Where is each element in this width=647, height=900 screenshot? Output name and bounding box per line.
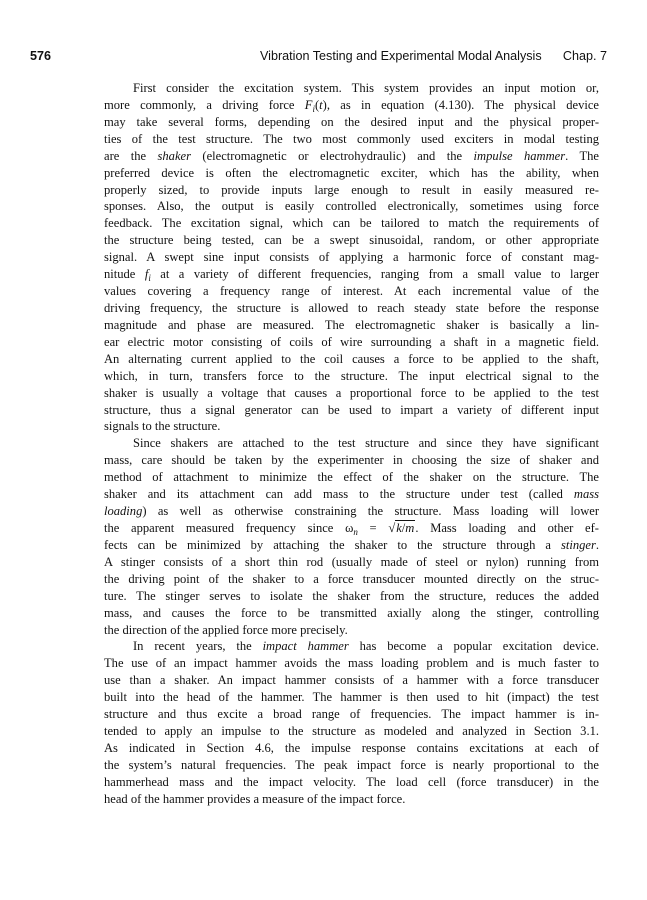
text-line: As indicated in Section 4.6, the impulse response contains excitations at each of <box>104 740 599 755</box>
text-line: shaker and its attachment can add mass to the structure under test (called mass <box>104 487 599 502</box>
text-line: First consider the excitation system. This system provides an input motion or, <box>133 81 599 95</box>
text-line: An alternating current applied to the coil causes a force to be applied to the shaft, <box>104 351 599 366</box>
text-line: the driving point of the shaker to a force transducer mounted directly on the struc- <box>104 571 599 586</box>
text-line: loading) as well as otherwise constraining the structure. Mass loading will lower <box>104 504 599 519</box>
text-line: The use of an impact hammer avoids the mass loading problem and is much faster to <box>104 656 599 671</box>
text-line: use than a shaker. An impact hammer consists of a hammer with a force transducer <box>104 673 599 688</box>
text-line: signal. A swept sine input consists of applying a harmonic force of constant mag- <box>104 250 599 265</box>
text-line: which, in turn, transfers force to the structure. The input electrical signal to the <box>104 368 599 383</box>
text-line: the apparent measured frequency since $\omega_n = √k/m$. Mass loading and other ef- <box>104 520 599 537</box>
page-number: 576 <box>30 49 52 63</box>
text-line: preferred device is often the electromagnetic exciter, which has the ability, when <box>104 165 599 180</box>
text-line: Since shakers are attached to the test structure and since they have significant <box>133 436 599 451</box>
text-line: feedback. The excitation signal, which can be tailored to match the requirements of <box>104 216 599 231</box>
text-line: built into the head of the hammer. The hammer is then used to hit (impact) the test <box>104 690 599 705</box>
text-line: more commonly, a driving force $F_i(t)$, as in equation (4.130). The physical device <box>104 97 599 114</box>
text-line: the structure being tested, can be a swept sinusoidal, random, or other appropriate <box>104 233 599 248</box>
text-line: ear electric motor consisting of coils of wire surrounding a shaft in a magnetic field. <box>104 334 599 349</box>
text-line: magnitude and phase are measured. The electromagnetic shaker is basically a lin- <box>104 317 599 332</box>
text-line: fects can be minimized by attaching the shaker to the structure through a stinger. <box>104 537 599 552</box>
text-line: tended to apply an impulse to the structure as modeled and analyzed in Section 3.1. <box>104 724 599 739</box>
text-line: In recent years, the impact hammer has become a popular excitation device. <box>133 639 599 654</box>
running-title: Vibration Testing and Experimental Modal Analysis <box>260 49 542 63</box>
text-line: structure and thus excite a broad range of frequencies. The impact hammer is in- <box>104 707 599 722</box>
text-line: shaker is usually a voltage that causes a proportional force to be applied to the test <box>104 385 599 400</box>
text-line: hammerhead mass and the impact velocity. The load cell (force transducer) in the <box>104 774 599 789</box>
body-text <box>104 80 599 808</box>
text-line: mass, care should be taken by the experimenter in choosing the size of shaker and <box>104 453 599 468</box>
text-line: nitude $f_i$ at a variety of different frequencies, ranging from a small value to larger <box>104 267 599 284</box>
text-line: signals to the structure. <box>104 419 221 434</box>
text-line: mass, and causes the force to be transmitted axially along the stinger, controlling <box>104 605 599 620</box>
chapter-label: Chap. 7 <box>562 49 607 63</box>
text-line: sponses. Also, the output is easily controlled electronically, sometimes using force <box>104 199 599 214</box>
running-header <box>30 49 607 65</box>
text-line: method of attachment to minimize the effect of the shaker on the structure. The <box>104 470 599 485</box>
text-line: the system’s natural frequencies. The peak impact force is nearly proportional to the <box>104 757 599 772</box>
text-line: properly sized, to provide inputs large enough to result in easily measured re- <box>104 182 599 197</box>
text-line: the direction of the applied force more precisely. <box>104 622 348 637</box>
text-line: head of the hammer provides a measure of the impact force. <box>104 791 406 806</box>
text-line: ture. The stinger serves to isolate the shaker from the structure, reduces the added <box>104 588 599 603</box>
text-line: may take several forms, depending on the desired input and the physical proper- <box>104 114 599 129</box>
text-line: A stinger consists of a short thin rod (usually made of steel or nylon) running from <box>104 554 599 569</box>
text-line: ties of the test structure. The two most commonly used exciters in modal testing <box>104 131 599 146</box>
text-line: are the shaker (electromagnetic or electrohydraulic) and the impulse hammer. The <box>104 148 600 163</box>
text-line: driving frequency, the structure is allowed to reach steady state before the response <box>104 300 599 315</box>
text-line: structure, thus a signal generator can be used to impart a variety of different input <box>104 402 599 417</box>
text-line: values covering a frequency range of interest. At each incremental value of the <box>104 284 599 299</box>
